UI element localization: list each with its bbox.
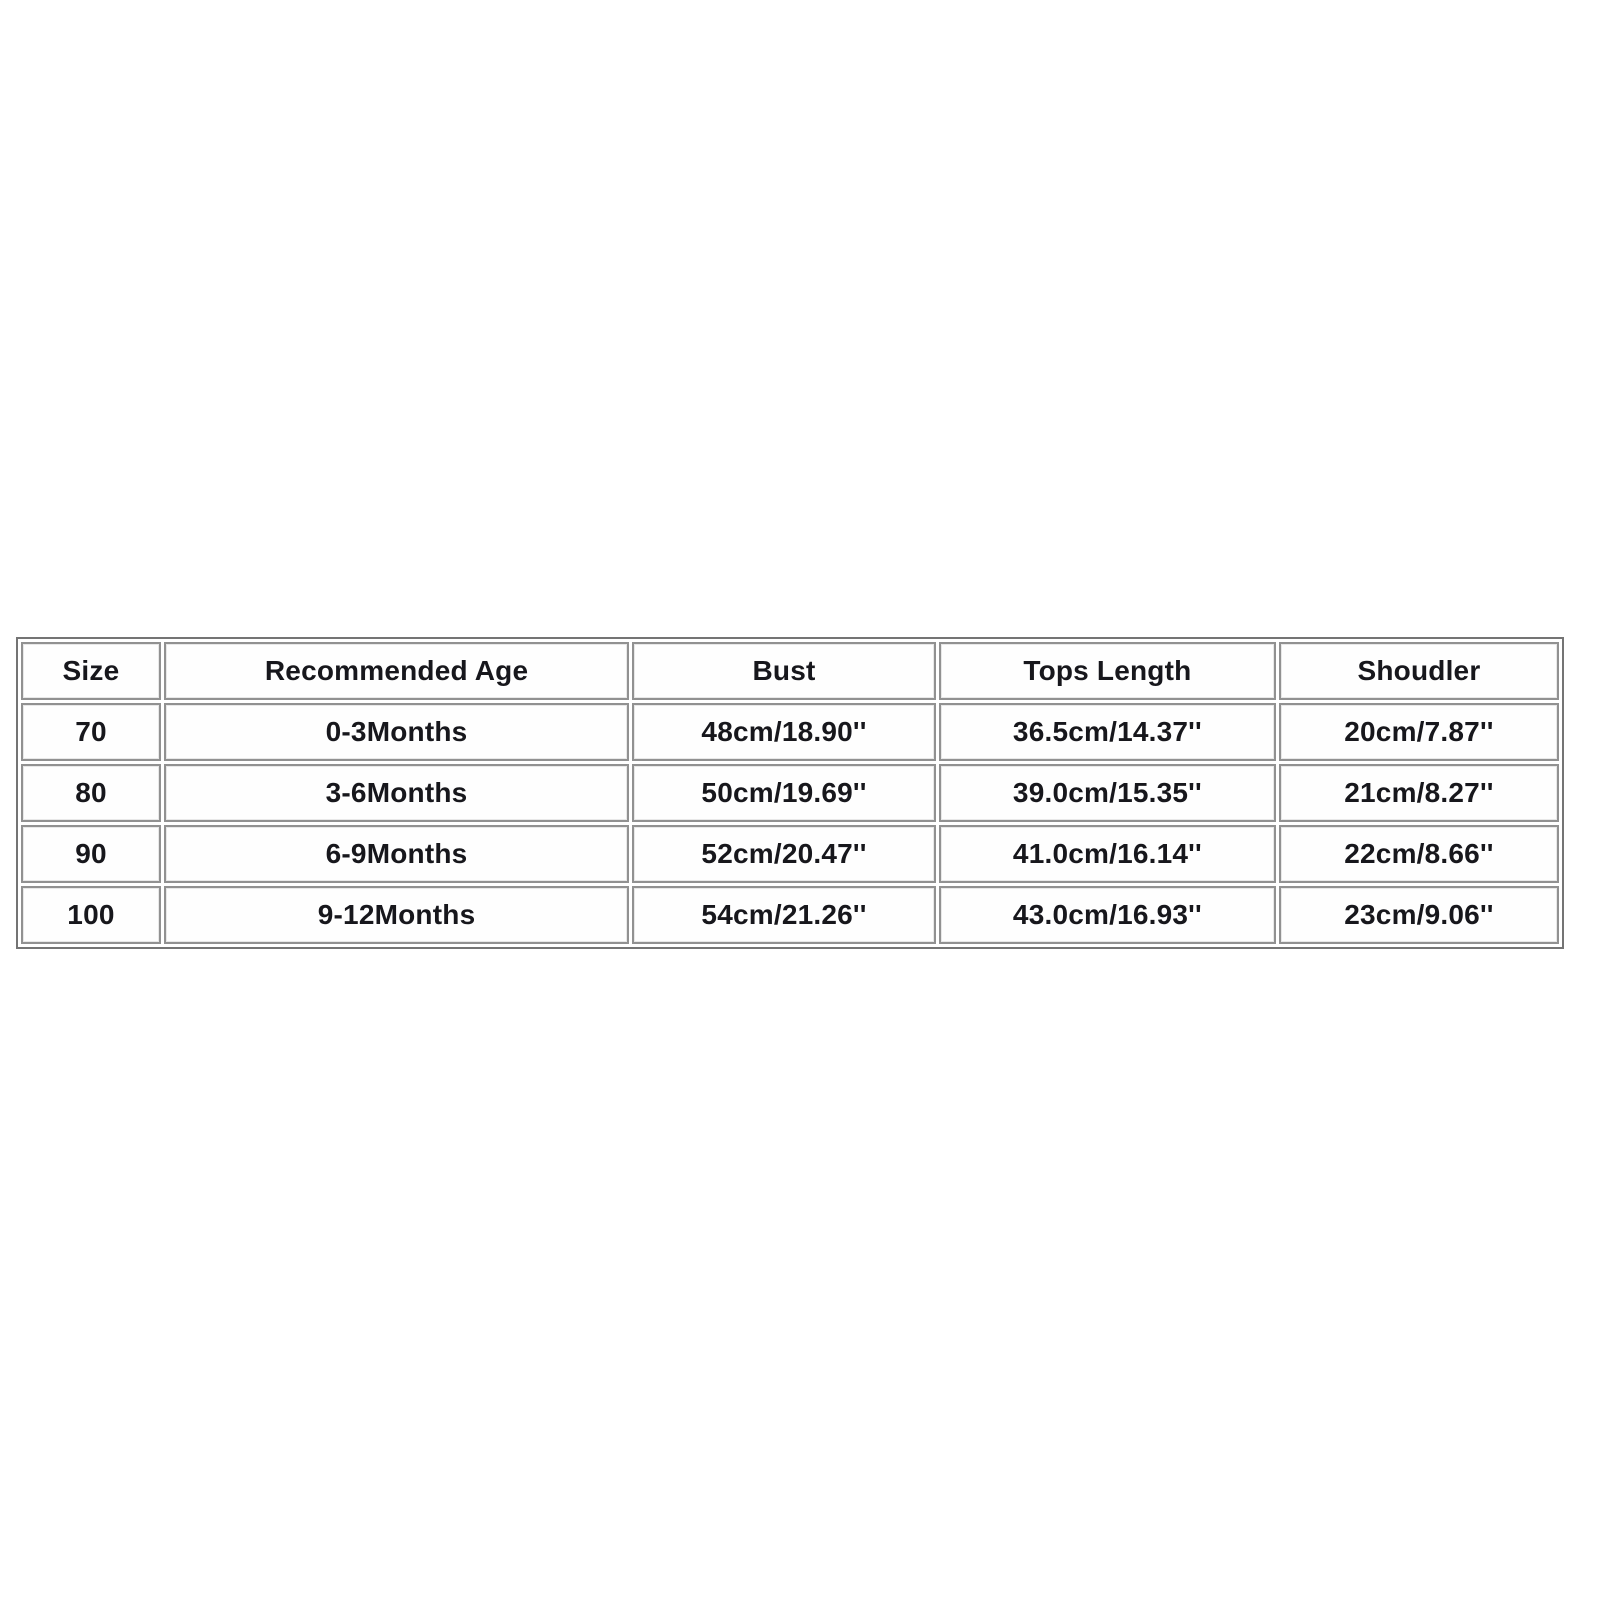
cell-tops-length: 43.0cm/16.93'' <box>939 886 1276 944</box>
column-header-tops-length: Tops Length <box>939 642 1276 700</box>
cell-bust: 54cm/21.26'' <box>632 886 936 944</box>
cell-size: 80 <box>21 764 161 822</box>
cell-shoulder: 21cm/8.27'' <box>1279 764 1559 822</box>
size-chart <box>16 637 1564 949</box>
size-chart-table <box>16 637 1564 949</box>
cell-bust: 52cm/20.47'' <box>632 825 936 883</box>
table-row-size-80 <box>21 764 1559 822</box>
cell-tops-length: 41.0cm/16.14'' <box>939 825 1276 883</box>
column-header-shoulder: Shoudler <box>1279 642 1559 700</box>
cell-tops-length: 39.0cm/15.35'' <box>939 764 1276 822</box>
cell-size: 90 <box>21 825 161 883</box>
cell-shoulder: 22cm/8.66'' <box>1279 825 1559 883</box>
cell-bust: 48cm/18.90'' <box>632 703 936 761</box>
cell-recommended-age: 9-12Months <box>164 886 629 944</box>
cell-size: 70 <box>21 703 161 761</box>
cell-size: 100 <box>21 886 161 944</box>
table-row-size-100 <box>21 886 1559 944</box>
table-row-size-90 <box>21 825 1559 883</box>
table-row-size-70 <box>21 703 1559 761</box>
cell-bust: 50cm/19.69'' <box>632 764 936 822</box>
cell-shoulder: 23cm/9.06'' <box>1279 886 1559 944</box>
cell-recommended-age: 0-3Months <box>164 703 629 761</box>
cell-recommended-age: 3-6Months <box>164 764 629 822</box>
cell-recommended-age: 6-9Months <box>164 825 629 883</box>
cell-shoulder: 20cm/7.87'' <box>1279 703 1559 761</box>
cell-tops-length: 36.5cm/14.37'' <box>939 703 1276 761</box>
column-header-recommended-age: Recommended Age <box>164 642 629 700</box>
column-header-bust: Bust <box>632 642 936 700</box>
column-header-size: Size <box>21 642 161 700</box>
header-row <box>21 642 1559 700</box>
